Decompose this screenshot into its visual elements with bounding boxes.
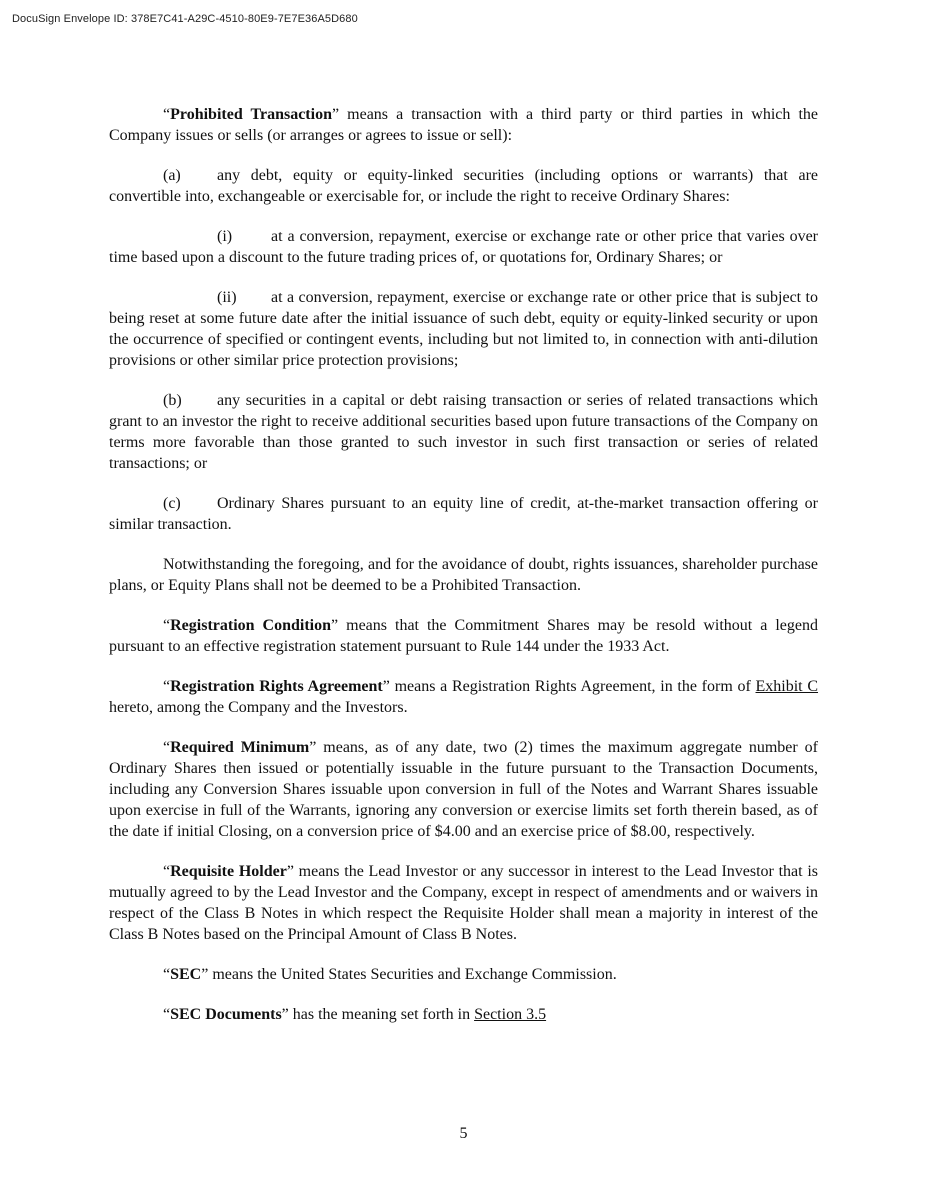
- clause-marker: (b): [163, 392, 182, 409]
- clause-marker: (ii): [217, 289, 237, 306]
- defined-term: SEC: [170, 966, 202, 983]
- defined-term: Prohibited Transaction: [170, 106, 332, 123]
- clause-b: (b) any securities in a capital or debt raising transaction or series of related transactions which grant to an investor the right to receive additional securities based upon future transactions of the Company on terms more favorable than those granted to such investor in such first transaction or series of related transactions; or: [109, 392, 818, 472]
- notwithstanding-paragraph: Notwithstanding the foregoing, and for the avoidance of doubt, rights issuances, shareholder purchase plans, or Equity Plans shall not be deemed to be a Prohibited Transaction.: [109, 556, 818, 594]
- definition-sec-documents: “SEC Documents” has the meaning set forth in Section 3.5: [163, 1006, 547, 1023]
- docusign-envelope-id: DocuSign Envelope ID: 378E7C41-A29C-4510-80E9-7E7E36A5D680: [12, 13, 358, 25]
- definition-sec: “SEC” means the United States Securities and Exchange Commission.: [163, 966, 617, 983]
- defined-term: Registration Rights Agreement: [170, 678, 383, 695]
- definition-registration-rights-agreement: “Registration Rights Agreement” means a Registration Rights Agreement, in the form of Exhibit C hereto, among the Company and the Investors.: [109, 678, 819, 716]
- section-3-5-reference: Section 3.5: [474, 1006, 547, 1023]
- clause-a: (a) any debt, equity or equity-linked securities (including options or warrants) that are convertible into, exchangeable or exercisable for, or include the right to receive Ordinary Shares:: [109, 167, 818, 205]
- definition-registration-condition: “Registration Condition” means that the Commitment Shares may be resold without a legend pursuant to an effective registration statement pursuant to Rule 144 under the 1933 Act.: [109, 617, 819, 655]
- defined-term: Registration Condition: [170, 617, 332, 634]
- clause-marker: (c): [163, 495, 181, 512]
- clause-ii: (ii) at a conversion, repayment, exercise or exchange rate or other price that is subject to being reset at some future date after the initial issuance of such debt, equity or equity-linked security or upon the occurrence of specified or contingent events, including but not limited to, in connection with anti-dilution provisions or other similar price protection provisions;: [109, 289, 818, 369]
- definition-prohibited-transaction: “Prohibited Transaction” means a transaction with a third party or third parties in which the Company issues or sells (or arranges or agrees to issue or sell):: [109, 106, 818, 144]
- document-body: [109, 104, 818, 1025]
- page-number: 5: [459, 1125, 468, 1142]
- defined-term: Required Minimum: [170, 739, 310, 756]
- clause-c: (c) Ordinary Shares pursuant to an equity line of credit, at-the-market transaction offering or similar transaction.: [109, 495, 818, 533]
- clause-marker: (a): [163, 167, 181, 184]
- exhibit-c-reference: Exhibit C: [755, 678, 819, 695]
- clause-i: (i) at a conversion, repayment, exercise or exchange rate or other price that varies over time based upon a discount to the future trading prices of, or quotations for, Ordinary Shares; or: [109, 228, 818, 266]
- defined-term: Requisite Holder: [170, 863, 287, 880]
- defined-term: SEC Documents: [170, 1006, 282, 1023]
- definition-required-minimum: “Required Minimum” means, as of any date, two (2) times the maximum aggregate number of Ordinary Shares then issued or potentially issuable in the future pursuant to the Transaction Documents, including any Conversion Shares issuable upon conversion in full of the Notes and Warrant Shares issuable upon exercise in full of the Warrants, ignoring any conversion or exercise limits set forth therein based, as of the date if initial Closing, on a conversion price of $4.00 and an exercise price of $8.00, respectively.: [109, 739, 819, 840]
- clause-marker: (i): [217, 228, 233, 245]
- definition-requisite-holder: “Requisite Holder” means the Lead Investor or any successor in interest to the Lead Investor that is mutually agreed to by the Lead Investor and the Company, except in respect of amendments and or waivers in respect of the Class B Notes in which respect the Requisite Holder shall mean a majority in interest of the Class B Notes based on the Principal Amount of Class B Notes.: [109, 863, 818, 943]
